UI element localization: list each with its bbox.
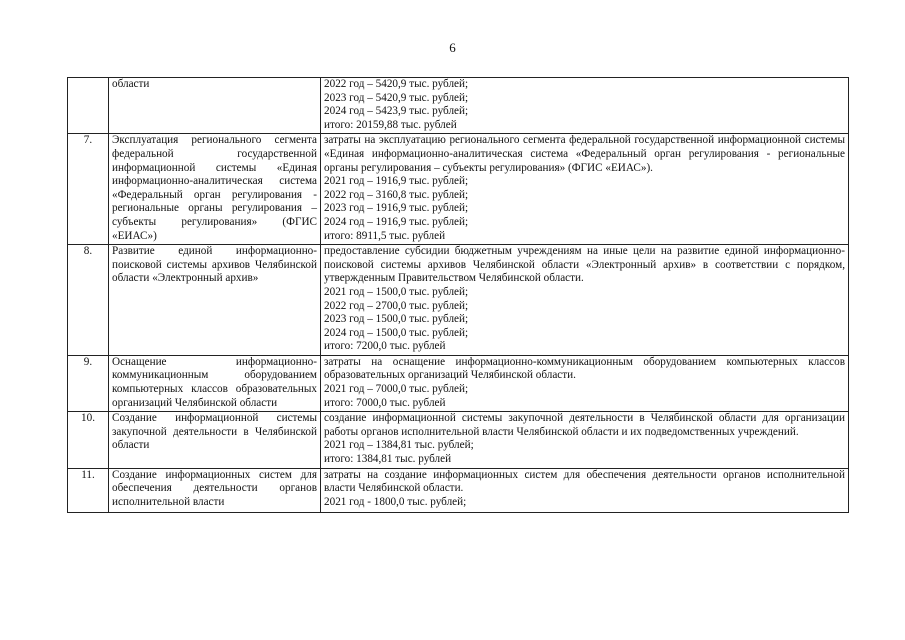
activity-description xyxy=(321,134,849,245)
table-row xyxy=(68,355,849,411)
description-text: предоставление субсидии бюджетным учреждениям на иные цели на развитие единой информационно-поисковой системы архивов Челябинской области «Электронный архив» в соответствии с порядком, утвержденным Правительством Челябинской области. xyxy=(324,245,845,285)
activity-description xyxy=(321,412,849,468)
table-row xyxy=(68,245,849,356)
row-number: 10. xyxy=(68,412,109,468)
activity-description xyxy=(321,245,849,356)
activity-description xyxy=(321,468,849,512)
table-row xyxy=(68,412,849,468)
funding-line: 2023 год – 1500,0 тыс. рублей; xyxy=(324,313,469,326)
table-row xyxy=(68,134,849,245)
activity-description xyxy=(321,355,849,411)
row-number: 7. xyxy=(68,134,109,245)
description-text: затраты на эксплуатацию регионального сегмента федеральной государственной информационной системы «Единая информационно-аналитическая система «Федеральный орган регулирования - региональные органы регулирования – субъекты регулирования» (ФГИС «ЕИАС»). xyxy=(324,134,845,174)
row-number: 11. xyxy=(68,468,109,512)
program-activities-table xyxy=(67,77,849,513)
row-number: 9. xyxy=(68,355,109,411)
funding-total: итого: 7200,0 тыс. рублей xyxy=(324,340,446,353)
activity-name-text: Создание информационных систем для обеспечения деятельности органов исполнительной власти xyxy=(112,468,317,508)
funding-line: 2021 год - 1800,0 тыс. рублей; xyxy=(324,495,467,508)
funding-line: 2024 год – 1916,9 тыс. рублей; xyxy=(324,215,469,228)
activity-name: Оснащение информационно-коммуникационным оборудованием компьютерных классов образовательных организаций Челябинской области xyxy=(109,355,321,411)
description-text: создание информационной системы закупочной деятельности в Челябинской области для организации работы органов исполнительной власти Челябинской области и их подведомственных учреждений. xyxy=(324,412,845,438)
funding-line: 2023 год – 5420,9 тыс. рублей; xyxy=(324,91,469,104)
table-row xyxy=(68,78,849,134)
page-number: 6 xyxy=(449,40,456,55)
funding-line: 2021 год – 1384,81 тыс. рублей; xyxy=(324,439,474,452)
activity-description xyxy=(321,78,849,134)
funding-line: 2024 год – 5423,9 тыс. рублей; xyxy=(324,105,469,118)
description-text: затраты на оснащение информационно-коммуникационным оборудованием компьютерных классов образовательных организаций Челябинской области. xyxy=(324,355,845,382)
activity-name: Создание информационной системы закупочной деятельности в Челябинской области xyxy=(109,412,321,468)
funding-total: итого: 1384,81 тыс. рублей xyxy=(324,453,452,466)
funding-line: 2022 год – 3160,8 тыс. рублей; xyxy=(324,188,469,201)
table-row xyxy=(68,468,849,512)
funding-line: 2023 год – 1916,9 тыс. рублей; xyxy=(324,202,469,215)
row-number: 8. xyxy=(68,245,109,356)
funding-line: 2022 год – 5420,9 тыс. рублей; xyxy=(324,78,469,90)
funding-line: 2022 год – 2700,0 тыс. рублей; xyxy=(324,299,469,312)
funding-total: итого: 8911,5 тыс. рублей xyxy=(324,229,446,242)
activity-name: области xyxy=(109,78,321,134)
row-number xyxy=(68,78,109,134)
funding-line: 2024 год – 1500,0 тыс. рублей; xyxy=(324,326,469,339)
funding-line: 2021 год – 7000,0 тыс. рублей; xyxy=(324,383,469,396)
description-text: затраты на создание информационных систем для обеспечения деятельности органов исполнительной власти Челябинской области. xyxy=(324,468,845,495)
activity-name: Эксплуатация регионального сегмента федеральной государственной информационной системы «Единая информационно-аналитическая система «Федеральный орган регулирования - региональные органы регулирования – субъекты регулирования» (ФГИС «ЕИАС») xyxy=(109,134,321,245)
activity-name xyxy=(109,468,321,512)
funding-total: итого: 7000,0 тыс. рублей xyxy=(324,396,446,409)
funding-total: итого: 20159,88 тыс. рублей xyxy=(324,118,457,131)
funding-line: 2021 год – 1916,9 тыс. рублей; xyxy=(324,175,469,188)
funding-line: 2021 год – 1500,0 тыс. рублей; xyxy=(324,285,469,298)
activity-name: Развитие единой информационно-поисковой системы архивов Челябинской области «Электронный архив» xyxy=(109,245,321,356)
